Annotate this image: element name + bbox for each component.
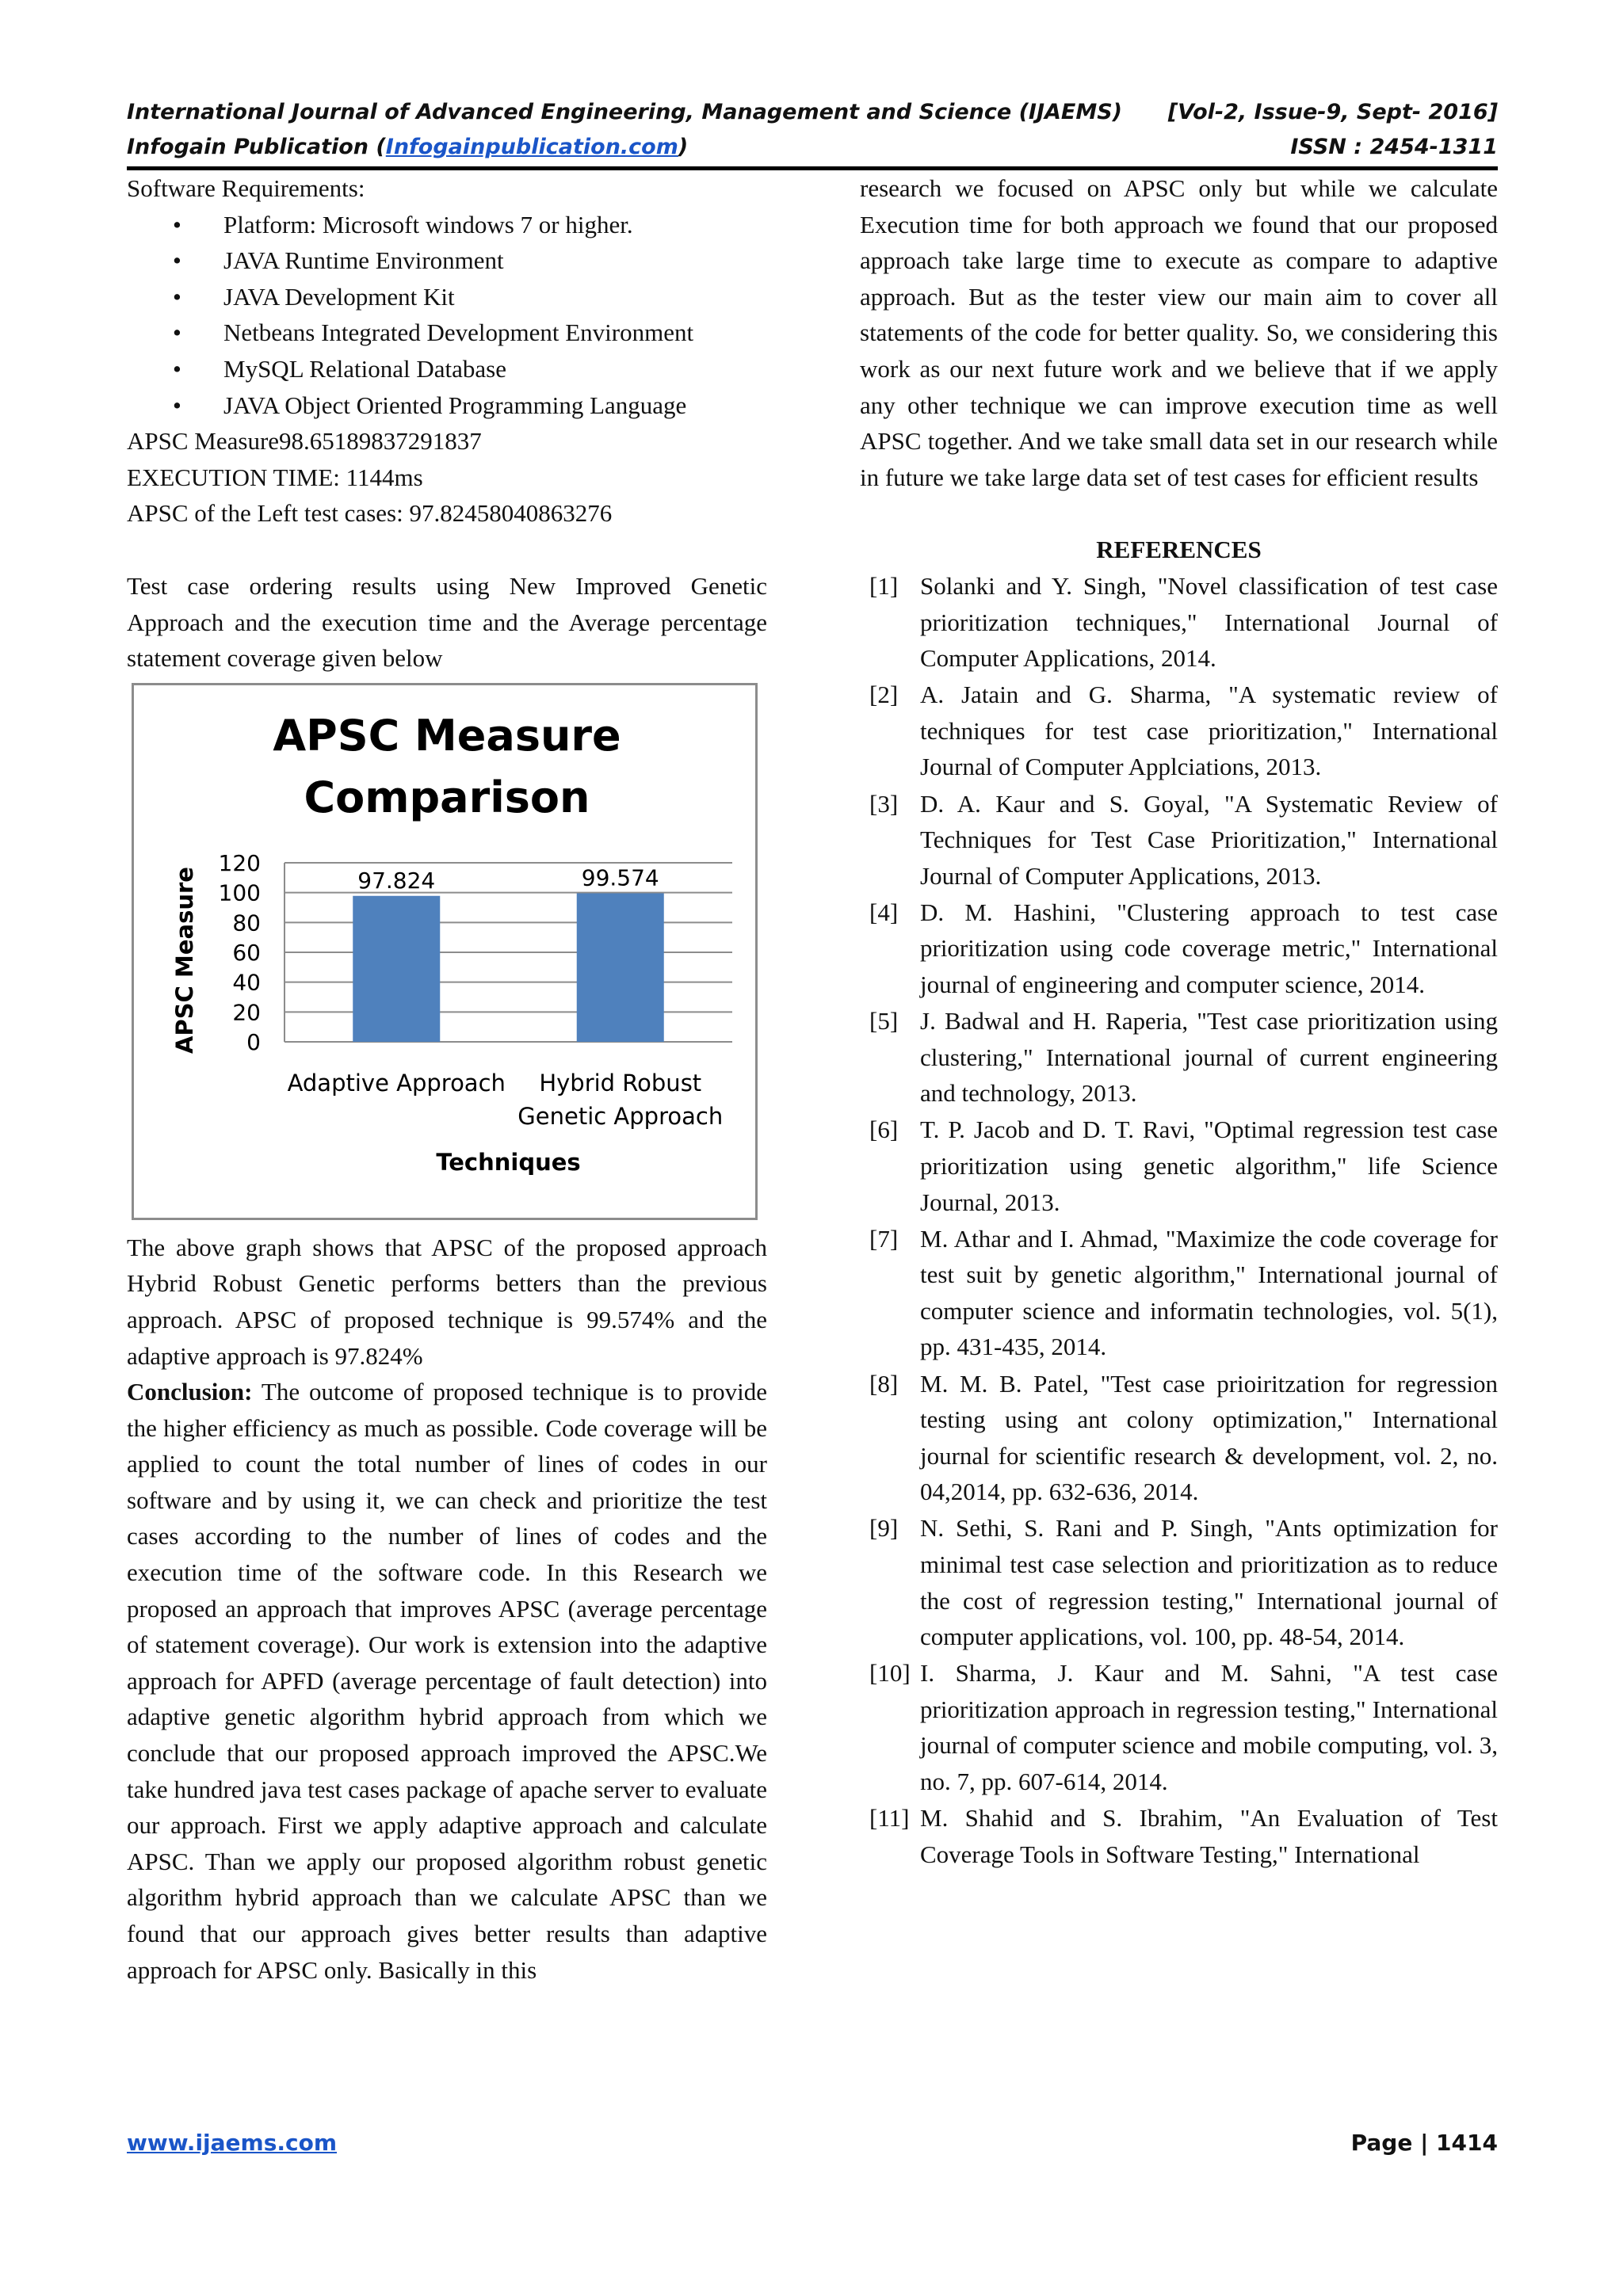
x-axis-title: Techniques (436, 1148, 581, 1176)
conclusion-paragraph (127, 1374, 767, 1988)
y-tick-label: 100 (218, 879, 261, 906)
x-category-label: Adaptive Approach (287, 1069, 506, 1097)
list-item: • JAVA Development Kit (223, 279, 767, 315)
publisher-link[interactable]: Infogainpublication.com (385, 135, 678, 159)
apsc-chart-svg (134, 685, 755, 1218)
page-number: Page | 1414 (1350, 2130, 1498, 2156)
y-tick-label: 60 (232, 939, 261, 966)
bar (353, 895, 440, 1041)
conclusion-label: Conclusion: (127, 1378, 253, 1406)
right-column (860, 170, 1498, 1873)
reference-item: [1] Solanki and Y. Singh, "Novel classification of test case prioritization techniques," International Journal of Computer Applications, 2014. (869, 571, 1498, 673)
y-axis-title: APSC Measure (171, 866, 198, 1054)
chart-summary-paragraph: The above graph shows that APSC of the proposed approach Hybrid Robust Genetic performs betters than the previous approach. APSC of proposed technique is 99.574% and the adaptive approach is 97.824% (127, 1233, 767, 1370)
references-heading: REFERENCES (1096, 536, 1262, 564)
website-link[interactable]: www.ijaems.com (127, 2130, 338, 2156)
y-tick-label: 120 (218, 849, 261, 876)
reference-item: [2] A. Jatain and G. Sharma, "A systematic review of techniques for test case prioritization," International Journal of Computer Applciations, 2013. (869, 681, 1498, 781)
x-category-label: Hybrid Robust (539, 1069, 702, 1097)
reference-item: [10] I. Sharma, J. Kaur and M. Sahni, "A test case prioritization approach in regression testing," International journal of computer science and mobile computing, vol. 3, no. 7, pp. 607-614, 2014. (869, 1659, 1498, 1796)
chart-intro-paragraph: Test case ordering results using New Improved Genetic Approach and the execution time and the Average percentage statement coverage given below (127, 571, 767, 673)
reference-item: [6] T. P. Jacob and D. T. Ravi, "Optimal regression test case prioritization using genetic algorithm," life Science Journal, 2013. (869, 1116, 1498, 1216)
reference-item: [5] J. Badwal and H. Raperia, "Test case prioritization using clustering," International journal of current engineering and technology, 2013. (869, 1007, 1498, 1108)
reference-item: [11] M. Shahid and S. Ibrahim, "An Evaluation of Test Coverage Tools in Software Testing," International (869, 1804, 1498, 1868)
software-requirements-heading: Software Requirements: (127, 174, 365, 202)
reference-item: [8] M. M. B. Patel, "Test case prioiritzation for regression testing using ant colony optimization," International journal for scientific research & development, vol. 2, no. 04,2014, pp. 632-636, 2014. (869, 1369, 1498, 1506)
y-tick-label: 0 (246, 1028, 261, 1055)
reference-item: [4] D. M. Hashini, "Clustering approach to test case prioritization using code coverage metric," International journal of engineering and computer science, 2014. (869, 898, 1498, 998)
bar (577, 893, 664, 1042)
reference-item: [3] D. A. Kaur and S. Goyal, "A Systematic Review of Techniques for Test Case Prioritization," International Journal of Computer Applications, 2013. (869, 789, 1498, 890)
list-item: • MySQL Relational Database (223, 351, 767, 387)
list-item: • JAVA Object Oriented Programming Language (223, 387, 767, 424)
execution-time-line: EXECUTION TIME: 1144ms (127, 463, 423, 491)
journal-name: International Journal of Advanced Engineering, Management and Science (IJAEMS) (127, 100, 1123, 124)
software-requirements-list (127, 207, 767, 424)
continuation-paragraph: research we focused on APSC only but while we calculate Execution time for both approach we found that our proposed approach take large time to execute as compare to adaptive approach. But as the tester view our main aim to cover all statements of the code for better quality. So, we considering this work as our next future work and we believe that if we apply any other technique we can improve execution time as well APSC together. And we take small data set in our research while in future we take large data set of test cases for efficient results (860, 174, 1498, 491)
spacer (860, 495, 1498, 532)
spacer (127, 532, 767, 568)
y-tick-label: 20 (232, 999, 261, 1026)
conclusion-text: The outcome of proposed technique is to provide the higher efficiency as much as possible. Code coverage will be applied to count the total number of lines of codes in our software and by using it, we can check and prioritize the test cases according to the number of lines of codes and the execution time of the software code. In this Research we proposed an approach that improves APSC (average percentage of statement coverage). Our work is extension into the adaptive approach for APFD (average percentage of fault detection) into adaptive genetic algorithm hybrid approach from which we conclude that our proposed approach improved the APSC.We take hundred java test cases package of apache server to evaluate our approach. First we apply adaptive approach and calculate APSC. Than we apply our proposed algorithm robust genetic algorithm hybrid approach than we calculate APSC than we found that our approach gives better results than adaptive approach for APSC only. Basically in this (127, 1378, 767, 1984)
issn: ISSN : 2454-1311 (1290, 135, 1498, 159)
left-column (127, 170, 767, 1988)
reference-item: [9] N. Sethi, S. Rani and P. Singh, "Ants optimization for minimal test case selection and prioritization as to reduce the cost of regression testing," International journal of computer applications, vol. 100, pp. 48-54, 2014. (869, 1514, 1498, 1651)
data-label: 99.574 (581, 864, 659, 891)
data-label: 97.824 (357, 867, 436, 894)
references-list (860, 568, 1498, 1872)
x-category-label: Genetic Approach (517, 1102, 724, 1130)
apsc-measure-line: APSC Measure98.65189837291837 (127, 427, 482, 456)
y-tick-label: 40 (232, 969, 261, 996)
apsc-left-line: APSC of the Left test cases: 97.82458040863276 (127, 499, 613, 528)
list-item: • JAVA Runtime Environment (223, 242, 767, 279)
publisher: Infogain Publication (Infogainpublication.com) (127, 135, 689, 159)
reference-item: [7] M. Athar and I. Ahmad, "Maximize the code coverage for test suit by genetic algorithm," International journal of computer science and informatin technologies, vol. 5(1), pp. 431-435, 2014. (869, 1224, 1498, 1361)
chart-title: APSC Measure (273, 710, 621, 761)
volume-issue: [Vol-2, Issue-9, Sept- 2016] (1167, 100, 1498, 124)
y-tick-label: 80 (232, 910, 261, 936)
list-item: • Platform: Microsoft windows 7 or higher. (223, 207, 767, 243)
list-item: • Netbeans Integrated Development Environment (223, 315, 767, 351)
apsc-chart (132, 683, 758, 1220)
chart-title: Comparison (304, 772, 590, 822)
